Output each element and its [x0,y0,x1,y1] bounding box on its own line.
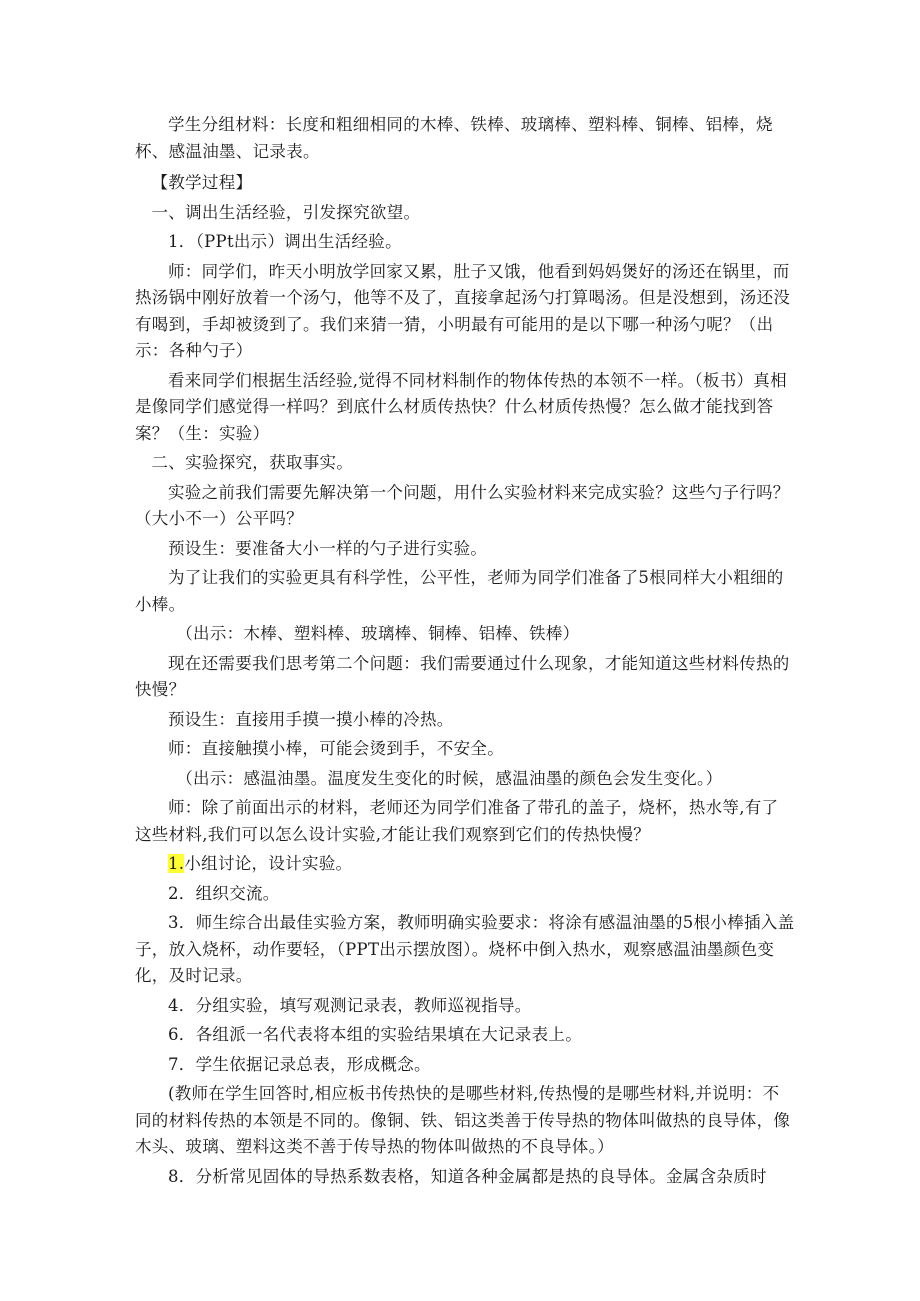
paragraph-preset-2: 预设生：直接用手摸一摸小棒的冷热。 [168,709,454,729]
paragraph-question-2: 现在还需要我们思考第二个问题：我们需要通过什么现象，才能知道这些材料传热的快慢？ [135,653,790,699]
heading-teaching-process: 【教学过程】 [151,173,253,192]
list-item-3: 3．师生综合出最佳实验方案，教师明确实验要求：将涂有感温油墨的5根小棒插入盖子，放入烧杯，动作要轻，（PPT出示摆放图）。烧杯中倒入热水，观察感温油墨颜色变化，及时记录。 [135,913,795,985]
paragraph-teacher-explain: (教师在学生回答时,相应板书传热快的是哪些材料,传热慢的是哪些材料,并说明：不同的材料传热的本领是不同的。像铜、铁、铝这类善于传导热的物体叫做热的良导体，像木头、玻璃、塑料这类不善于传导热的物体叫做热的不良导体。） [135,1084,791,1156]
list-item-7: 7．学生依据记录总表，形成概念。 [168,1054,431,1074]
heading-section-1: 一、调出生活经验，引发探究欲望。 [151,202,421,222]
paragraph-show-rods: （出示：木棒、塑料棒、玻璃棒、铜棒、铝棒、铁棒） [176,624,580,643]
list-item-1 [135,851,795,878]
heading-section-2: 二、实验探究，获取事实。 [151,453,354,472]
paragraph-materials: 学生分组材料：长度和粗细相同的木棒、铁棒、玻璃棒、塑料棒、铜棒、铝棒，烧杯、感温油墨、记录表。 [135,115,773,161]
step-1: 1．（PPt出示）调出生活经验。 [168,232,402,251]
list-item-6: 6．各组派一名代表将本组的实验结果填在大记录表上。 [168,1025,582,1044]
highlighted-list-marker: 1. [168,854,185,873]
paragraph-preset-1: 预设生：要准备大小一样的勺子进行实验。 [168,538,488,558]
list-item-4: 4．分组实验，填写观测记录表，教师巡视指导。 [168,995,532,1015]
lesson-plan-body [135,112,795,1190]
paragraph-question-1: 实验之前我们需要先解决第一个问题，用什么实验材料来完成实验？这些勺子行吗？（大小不一）公平吗？ [135,482,790,528]
paragraph-teacher-unsafe: 师：直接触摸小棒，可能会烫到手，不安全。 [168,739,504,758]
paragraph-teacher-story: 师：同学们，昨天小明放学回家又累，肚子又饿，他看到妈妈煲好的汤还在锅里，而热汤锅中刚好放着一个汤勺，他等不及了，直接拿起汤勺打算喝汤。但是没想到，汤还没有喝到，手却被烫到了。我们来猜一猜，小明最有可能用的是以下哪一种汤勺呢？（出示：各种勺子） [135,261,791,360]
paragraph-show-ink: （出示：感温油墨。温度发生变化的时候，感温油墨的颜色会发生变化。） [176,768,723,788]
list-item-2: 2．组织交流。 [168,883,280,903]
paragraph-teacher-design: 师：除了前面出示的材料，老师还为同学们准备了带孔的盖子，烧杯，热水等,有了这些材料,我们可以怎么设计实验,才能让我们观察到它们的传热快慢？ [135,798,779,844]
list-item-1-text: 小组讨论，设计实验。 [184,854,353,873]
list-item-8: 8．分析常见固体的导热系数表格，知道各种金属都是热的良导体。金属含杂质时 [168,1166,767,1186]
paragraph-prepare-rods: 为了让我们的实验更具有科学性，公平性，老师为同学们准备了5根同样大小粗细的小棒。 [135,568,784,614]
paragraph-teacher-board: 看来同学们根据生活经验,觉得不同材料制作的物体传热的本领不一样。（板书）真相是像同学们感觉得一样吗？到底什么材质传热快？什么材质传热慢？怎么做才能找到答案？（生：实验） [135,370,787,443]
